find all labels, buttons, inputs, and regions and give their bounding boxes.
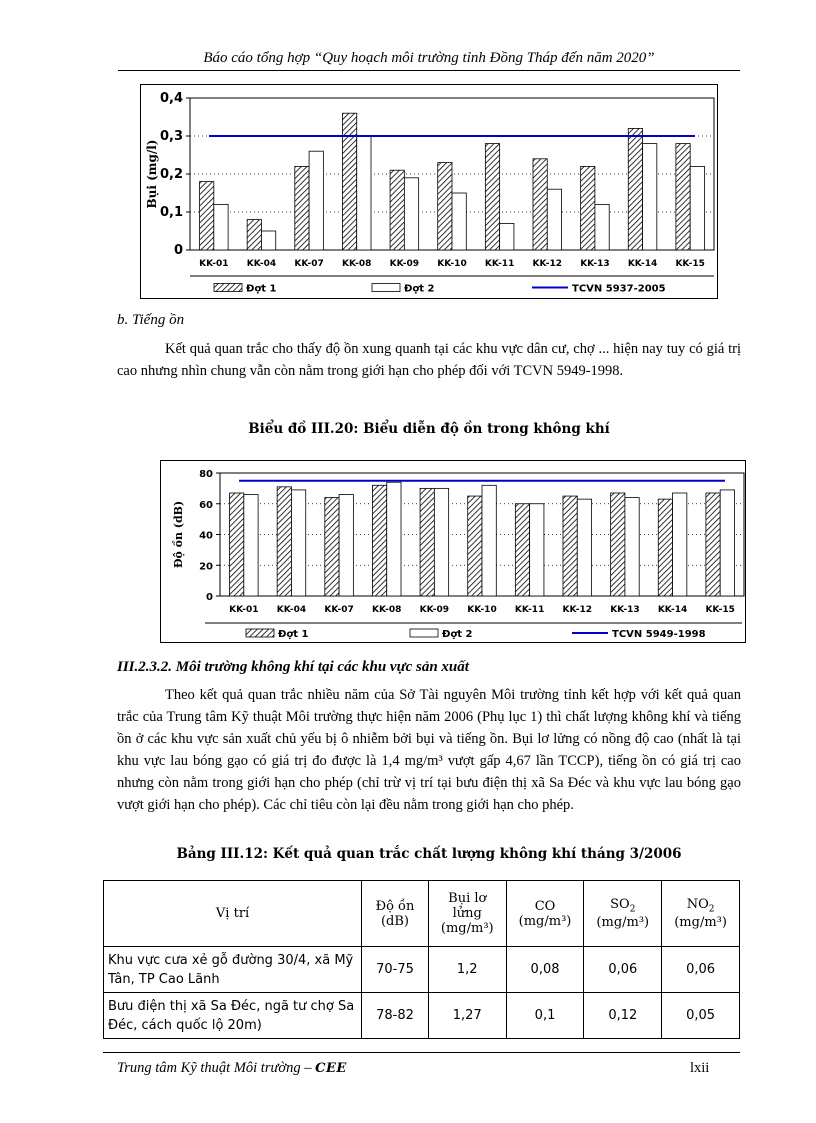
paragraph-production-text: Theo kết quả quan trắc nhiều năm của Sở Tài nguyên Môi trường tỉnh kết hợp với kết quả quan trắc của Trung tâm Kỹ thuật Môi trường thực hiện năm 2006 (Phụ lục 1) thì chất lượng không khí và tiếng ồn ở các khu vực sản xuất chủ yếu bị ô nhiễm bởi bụi và tiếng ồn. Bụi lơ lửng có nồng độ cao (nhất là tại khu vực lau bóng gạo có giá trị đo được là 1,4 mg/m³ vượt gấp 4,67 lần TCCP), tiếng ồn có giá trị cao nhưng còn nằm trong giới hạn cho phép (chỉ trừ vị trí tại bưu điện thị xã Sa Đéc và khu vực lau bóng gạo vượt giới hạn cho phép). Các chỉ tiêu còn lại đều nằm trong giới hạn cho phép.	[117, 687, 741, 813]
bar-series-1	[515, 504, 529, 596]
paragraph-production	[117, 684, 741, 816]
legend-label-series-1: Đợt 1	[246, 283, 277, 295]
legend-label-reference: TCVN 5949-1998	[612, 629, 706, 640]
header-so2-unit: (mg/m³)	[596, 914, 650, 930]
x-tick-label: KK-01	[199, 259, 229, 269]
legend-swatch-series-2	[372, 284, 400, 292]
row-noise: 70-75	[362, 947, 429, 993]
legend-label-series-1: Đợt 1	[278, 629, 309, 640]
bar-series-2	[452, 193, 466, 250]
table-header-row	[104, 881, 740, 947]
x-tick-label: KK-09	[419, 605, 450, 615]
table-row	[104, 947, 740, 993]
header-so2	[584, 881, 662, 947]
bar-series-1	[611, 493, 625, 596]
bar-series-2	[357, 136, 371, 250]
row-no2: 0,06	[662, 947, 740, 993]
legend-label-series-2: Đợt 2	[442, 629, 473, 640]
header-no2-text: NO	[686, 897, 709, 913]
bar-series-1	[468, 496, 482, 596]
y-tick-label: 80	[199, 469, 213, 480]
header-co-text: CO	[534, 898, 556, 914]
bar-series-1	[200, 182, 214, 250]
header-so2-text: SO	[610, 897, 630, 913]
bar-series-2	[261, 231, 275, 250]
x-tick-label: KK-12	[532, 259, 562, 269]
bar-series-1	[342, 113, 356, 250]
bar-series-2	[387, 482, 401, 596]
bar-series-2	[547, 189, 561, 250]
bar-series-1	[658, 499, 672, 596]
header-location-text: Vị trí	[215, 906, 250, 921]
footer-logo: CEE	[315, 1061, 347, 1076]
x-tick-label: KK-04	[276, 605, 307, 615]
section-b-title: b. Tiếng ồn	[117, 312, 185, 328]
row-co: 0,08	[506, 947, 584, 993]
y-tick-label: 0	[173, 243, 183, 258]
x-tick-label: KK-13	[580, 259, 610, 269]
row-location: Bưu điện thị xã Sa Đéc, ngã tư chợ Sa Đéc, cách quốc lộ 20m)	[104, 993, 362, 1039]
x-tick-label: KK-08	[342, 259, 372, 269]
x-tick-label: KK-12	[562, 605, 592, 615]
bar-series-1	[247, 220, 261, 250]
section-heading-3232: III.2.3.2. Môi trường không khí tại các khu vực sản xuất	[117, 659, 469, 675]
bar-series-1	[628, 128, 642, 250]
noise-chart	[160, 460, 746, 643]
bar-series-1	[295, 166, 309, 250]
header-so2-sub: 2	[629, 904, 636, 915]
row-location: Khu vực cưa xẻ gỗ đường 30/4, xã Mỹ Tân, TP Cao Lãnh	[104, 947, 362, 993]
air-quality-table	[103, 880, 740, 1039]
header-no2	[662, 881, 740, 947]
x-tick-label: KK-07	[294, 259, 324, 269]
x-tick-label: KK-10	[467, 605, 497, 615]
bar-series-1	[230, 493, 244, 596]
x-tick-label: KK-13	[610, 605, 640, 615]
y-tick-label: 0,3	[159, 129, 183, 144]
bar-series-1	[485, 144, 499, 250]
bar-series-1	[420, 488, 434, 596]
y-tick-label: 40	[199, 530, 213, 542]
page-header: Báo cáo tổng hợp “Quy hoạch môi trường tỉnh Đồng Tháp đến năm 2020”	[203, 50, 655, 66]
bar-series-2	[530, 504, 544, 596]
header-co-unit: (mg/m³)	[518, 913, 572, 929]
x-tick-label: KK-15	[705, 605, 735, 615]
bar-series-1	[325, 498, 339, 596]
x-tick-label: KK-08	[372, 605, 402, 615]
x-tick-label: KK-09	[389, 259, 420, 269]
row-dust: 1,2	[428, 947, 506, 993]
x-tick-label: KK-11	[514, 605, 545, 615]
x-tick-label: KK-14	[657, 605, 688, 615]
row-dust: 1,27	[428, 993, 506, 1039]
y-tick-label: 0,2	[159, 167, 183, 182]
y-tick-label: 0	[206, 592, 213, 603]
row-so2: 0,06	[584, 947, 662, 993]
dust-chart-svg	[140, 84, 718, 299]
bar-series-2	[595, 204, 609, 250]
y-axis-label: Độ ồn (dB)	[172, 500, 185, 569]
row-so2: 0,12	[584, 993, 662, 1039]
paragraph-noise-text: Kết quả quan trắc cho thấy độ ồn xung quanh tại các khu vực dân cư, chợ ... hiện nay tuy có giá trị cao nhưng nhìn chung vẫn còn nằm trong giới hạn cho phép đối với TCVN 5949-1998.	[117, 341, 741, 379]
paragraph-noise	[117, 338, 741, 382]
table-row	[104, 993, 740, 1039]
bar-series-2	[214, 204, 228, 250]
y-axis-label: Bụi (mg/l)	[145, 139, 159, 209]
bar-series-2	[625, 498, 639, 596]
noise-chart-svg	[160, 460, 746, 643]
header-noise	[362, 881, 429, 947]
bar-series-2	[500, 223, 514, 250]
bar-series-2	[291, 490, 305, 596]
footer-org	[117, 1060, 347, 1077]
bar-series-1	[438, 163, 452, 250]
bar-series-2	[244, 495, 258, 596]
bar-series-2	[720, 490, 734, 596]
header-noise-unit: (dB)	[380, 913, 410, 929]
footer-org-text: Trung tâm Kỹ thuật Môi trường –	[117, 1060, 316, 1076]
header-dust	[428, 881, 506, 947]
row-no2: 0,05	[662, 993, 740, 1039]
header-location	[104, 881, 362, 947]
bar-series-2	[643, 144, 657, 250]
bar-series-2	[404, 178, 418, 250]
bar-series-2	[339, 495, 353, 596]
y-tick-label: 60	[199, 499, 213, 511]
bar-series-1	[372, 485, 386, 596]
bar-series-1	[563, 496, 577, 596]
x-tick-label: KK-01	[229, 605, 259, 615]
row-noise: 78-82	[362, 993, 429, 1039]
legend-swatch-series-1	[214, 284, 242, 292]
header-no2-sub: 2	[708, 904, 715, 915]
x-tick-label: KK-07	[324, 605, 354, 615]
y-tick-label: 20	[199, 561, 213, 573]
row-co: 0,1	[506, 993, 584, 1039]
header-noise-text: Độ ồn	[375, 898, 415, 914]
legend-swatch-series-1	[246, 629, 274, 637]
x-tick-label: KK-11	[484, 259, 515, 269]
bar-series-2	[482, 485, 496, 596]
bar-series-1	[581, 166, 595, 250]
bar-series-1	[533, 159, 547, 250]
header-no2-unit: (mg/m³)	[674, 914, 727, 930]
legend-label-reference: TCVN 5937-2005	[572, 283, 666, 295]
y-tick-label: 0,4	[159, 91, 183, 106]
legend-swatch-series-2	[410, 629, 438, 637]
bar-series-1	[676, 144, 690, 250]
x-tick-label: KK-04	[246, 259, 277, 269]
x-tick-label: KK-10	[437, 259, 467, 269]
chart-noise-caption: Biểu đồ III.20: Biểu diễn độ ồn trong không khí	[248, 421, 610, 437]
bar-series-1	[706, 493, 720, 596]
x-tick-label: KK-14	[627, 259, 658, 269]
bar-series-1	[277, 487, 291, 596]
bar-series-1	[390, 170, 404, 250]
page-number: lxii	[690, 1060, 710, 1076]
header-dust-text: Bụi lơ lửng	[448, 891, 487, 921]
header-rule	[118, 70, 740, 71]
footer-rule	[103, 1052, 740, 1053]
y-tick-label: 0,1	[159, 205, 183, 220]
header-dust-unit: (mg/m³)	[440, 921, 494, 936]
x-tick-label: KK-15	[675, 259, 705, 269]
bar-series-2	[673, 493, 687, 596]
bar-series-2	[309, 151, 323, 250]
legend-label-series-2: Đợt 2	[404, 283, 435, 295]
dust-chart	[140, 84, 718, 299]
table-caption: Bảng III.12: Kết quả quan trắc chất lượng không khí tháng 3/2006	[176, 846, 682, 862]
bar-series-2	[434, 488, 448, 596]
bar-series-2	[690, 166, 704, 250]
header-co	[506, 881, 584, 947]
bar-series-2	[577, 499, 591, 596]
